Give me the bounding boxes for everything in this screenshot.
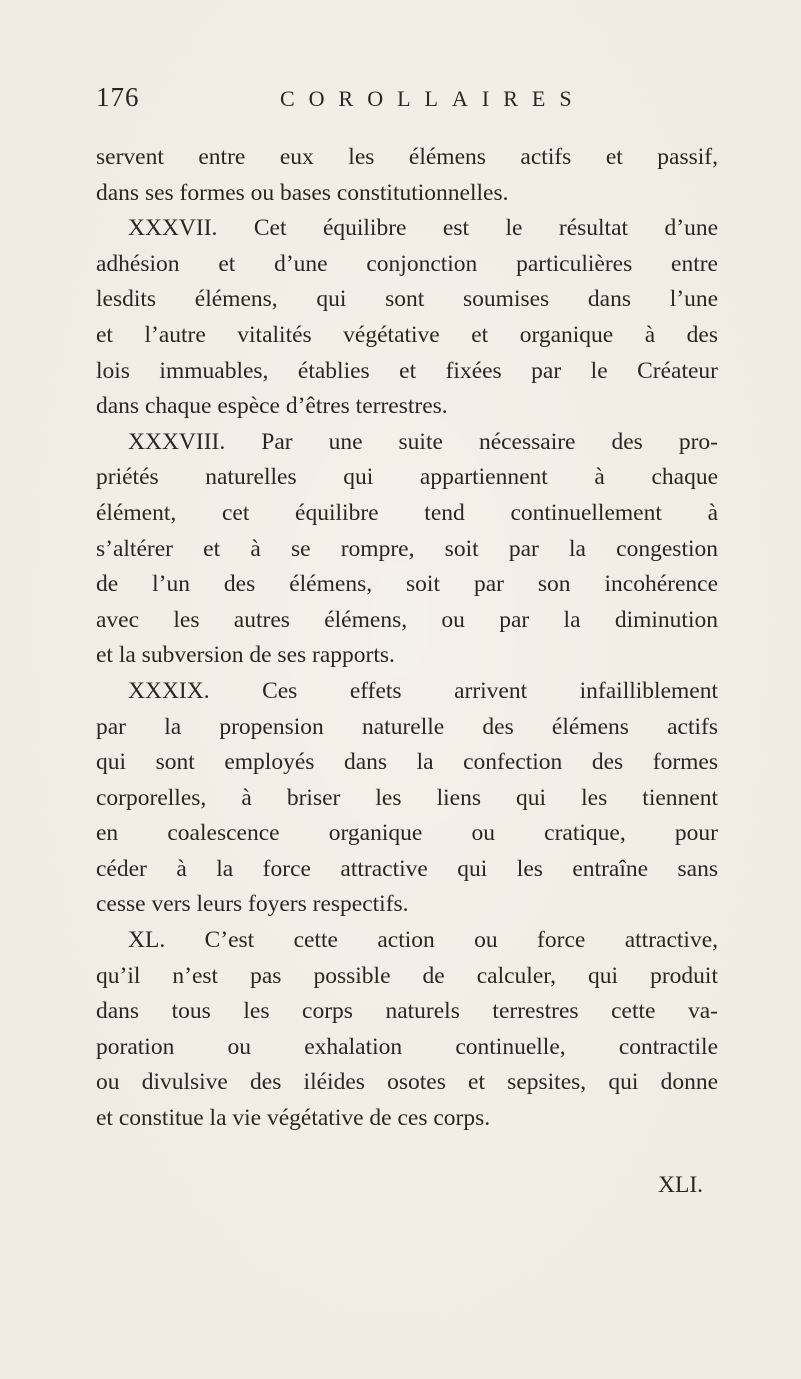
text-line: adhésion et d’une conjonction particulières entre xyxy=(96,250,718,277)
text-line: et l’autre vitalités végétative et organique à des xyxy=(96,321,718,348)
text-line: et la subversion de ses rapports. xyxy=(96,642,395,669)
text-line: ou divulsive des iléides osotes et sepsites, qui donne xyxy=(96,1069,718,1096)
page-header xyxy=(96,82,716,122)
text-line: dans tous les corps naturels terrestres cette va- xyxy=(96,998,718,1025)
text-line: poration ou exhalation continuelle, contractile xyxy=(96,1033,718,1060)
running-title: COROLLAIRES xyxy=(280,86,586,111)
text-line: qui sont employés dans la confection des formes xyxy=(96,749,718,776)
text-line: XL. C’est cette action ou force attractive, xyxy=(128,927,718,954)
text-line: en coalescence organique ou cratique, pour xyxy=(96,820,718,847)
text-line: corporelles, à briser les liens qui les tiennent xyxy=(96,784,718,811)
text-line: cesse vers leurs foyers respectifs. xyxy=(96,891,409,918)
text-line: élément, cet équilibre tend continuellement à xyxy=(96,499,718,526)
text-line: servent entre eux les élémens actifs et passif, xyxy=(96,144,718,170)
text-line: dans ses formes ou bases constitutionnelles. xyxy=(96,179,509,206)
text-line: XXXIX. Ces effets arrivent infailliblement xyxy=(128,677,718,704)
text-line: avec les autres élémens, ou par la diminution xyxy=(96,606,718,633)
text-line: et constitue la vie végétative de ces corps. xyxy=(96,1105,491,1132)
text-line: lesdits élémens, qui sont soumises dans l’une xyxy=(96,286,718,313)
text-line: par la propension naturelle des élémens actifs xyxy=(96,713,718,740)
text-line: céder à la force attractive qui les entraîne sans xyxy=(96,855,718,882)
text-line: lois immuables, établies et fixées par le Créateur xyxy=(96,357,718,384)
text-line: de l’un des élémens, soit par son incohérence xyxy=(96,571,718,598)
text-line: XXXVII. Cet équilibre est le résultat d’une xyxy=(128,215,718,242)
text-line: qu’il n’est pas possible de calculer, qui produit xyxy=(96,962,718,989)
body-text xyxy=(96,140,718,1137)
text-line: priétés naturelles qui appartiennent à chaque xyxy=(96,464,718,491)
text-line: s’altérer et à se rompre, soit par la congestion xyxy=(96,535,718,562)
page-number: 176 xyxy=(96,82,140,112)
text-line: XXXVIII. Par une suite nécessaire des pro- xyxy=(128,428,718,455)
text-line: dans chaque espèce d’êtres terrestres. xyxy=(96,393,448,420)
catchword: XLI. xyxy=(658,1172,704,1198)
